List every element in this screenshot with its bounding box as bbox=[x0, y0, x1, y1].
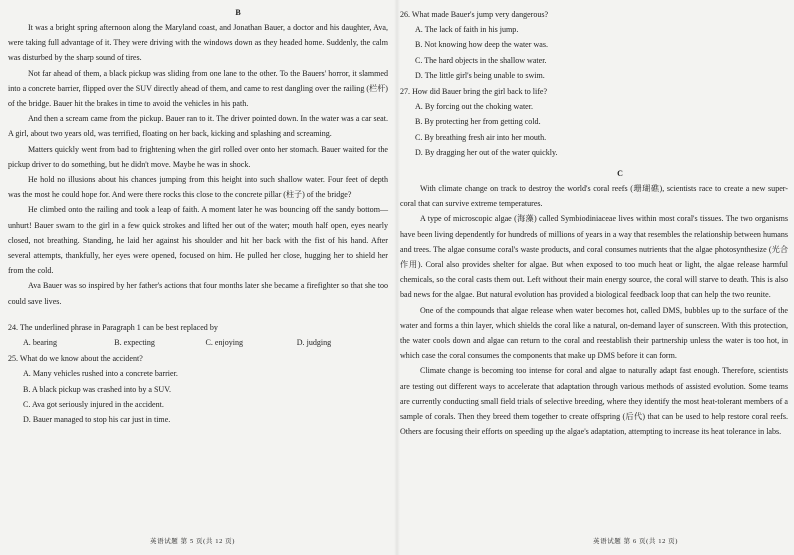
question-24 bbox=[8, 320, 388, 350]
passage-c-paragraph-2: A type of microscopic algae (海藻) called Symbiodiniaceae lives within most coral's tissues. The two organisms have been living dependently for hundreds of millions of years in a way that resembles the relationship between humans and trees. The algae consume coral's waste products, and coral consumes nutrients that the algae photosynthesize (光合作用). Coral also provides shelter for algae. But when exposed to too much heat or light, the algae release harmful chemicals, so the coral casts them out. Left without their main energy source, the coral will starve to death. This is also bad news for the algae. But natural evolution has provided a biological feedback loop that can help the two reunite. bbox=[400, 214, 788, 300]
passage-c-paragraph-3: One of the compounds that algae release when water becomes hot, called DMS, bubbles up to the surface of the water and forms a thin layer, which shields the coral like a natural, on-demand layer of sunscreen. With this protection, the water cools down and algae can return to the coral and reestablish their partnership unless the water is too hot, in which case the coral consumes the components that make up DMS before it can form. bbox=[400, 305, 788, 361]
right-page-footer: 英语试题 第 6 页(共 12 页) bbox=[593, 538, 679, 545]
question-27-option-a: A. By forcing out the choking water. bbox=[415, 102, 533, 112]
question-25-option-c: C. Ava got seriously injured in the accident. bbox=[23, 399, 164, 409]
passage-b-paragraph-1: It was a bright spring afternoon along the Maryland coast, and Jonathan Bauer, a doctor and his daughter, Ava, were taking full advantage of it. They were driving with the windows down as they headed home. Suddenly, the calm was disturbed by the sharp sound of tires. bbox=[8, 23, 388, 63]
question-24-options bbox=[8, 335, 388, 350]
passage-b-paragraph-7: Ava Bauer was so inspired by her father's actions that four months later she became a firefighter so that she too could save lives. bbox=[8, 281, 388, 306]
question-27 bbox=[400, 84, 788, 160]
question-25-option-b: B. A black pickup was crashed into by a SUV. bbox=[23, 384, 172, 394]
passage-b-paragraph-5: He hold no illusions about his chances jumping from this height into such shallow water. Four feet of depth was the most he could hope for. And were there rocks this close to the concrete pillar (柱子) of the bridge? bbox=[8, 175, 388, 200]
passage-c-paragraph-1: With climate change on track to destroy the world's coral reefs (珊瑚礁), scientists race to create a new super-coral that can survive extreme temperatures. bbox=[400, 184, 788, 209]
question-27-stem: 27. How did Bauer bring the girl back to life? bbox=[400, 87, 548, 97]
question-27-option-d: D. By dragging her out of the water quickly. bbox=[415, 147, 558, 157]
question-25-stem: 25. What do we know about the accident? bbox=[8, 354, 143, 364]
passage-b-paragraph-2: Not far ahead of them, a black pickup was sliding from one lane to the other. To the Bauers' horror, it slammed into a concrete barrier, flipped over the SUV directly ahead of them, and came to rest dangling over the railing (栏杆) of the bridge. Bauer hit the brakes in time to avoid the vehicles in his path. bbox=[8, 68, 388, 109]
question-25 bbox=[8, 351, 388, 427]
question-26-option-c: C. The hard objects in the shallow water. bbox=[415, 55, 547, 65]
question-24-option-a: A. bearing bbox=[23, 338, 57, 348]
left-page-footer: 英语试题 第 5 页(共 12 页) bbox=[150, 538, 236, 545]
question-24-option-b: B. expecting bbox=[114, 338, 155, 348]
right-page bbox=[397, 0, 794, 555]
passage-b-paragraph-6: He climbed onto the railing and took a leap of faith. A moment later he was bouncing off the sandy bottom—unhurt! Bauer swam to the girl in a few quick strokes and lifted her out of the water; mouth half open, eyes nearly closed, not breathing. Standing, he laid her against his shoulder and hit her back with the fist of his hand. After several attempts, thankfully, her eyes were opened, focused on him. He pulled her close, hugging her to shield her from the cold. bbox=[8, 205, 388, 276]
question-26-stem: 26. What made Bauer's jump very dangerous? bbox=[400, 10, 549, 19]
question-27-option-b: B. By protecting her from getting cold. bbox=[415, 117, 541, 127]
passage-b-paragraph-4: Matters quickly went from bad to frightening when the girl rolled over onto her stomach. Bauer waited for the pickup driver to do something, but he didn't move. Maybe he was in shock. bbox=[8, 144, 388, 169]
passage-b-paragraph-3: And then a scream came from the pickup. Bauer ran to it. The driver pointed down. In the water was a car seat. A girl, about two years old, was terrified, floating on her back, kicking and splashing and screaming. bbox=[8, 114, 388, 139]
section-letter-b: B bbox=[235, 8, 241, 17]
question-26 bbox=[400, 7, 788, 83]
question-26-option-b: B. Not knowing how deep the water was. bbox=[415, 40, 548, 50]
passage-c-paragraph-4: Climate change is becoming too intense for coral and algae to naturally adapt fast enough. Therefore, scientists are testing out different ways to accelerate that adaptation through various methods of assisted evolution. Some teams are currently conducting small field trials of selective breeding, where they identify the most heat-tolerant members of a sample of corals. Then they breed them together to create offspring (后代) that can be used to help restore coral reefs. Others are focusing their efforts on speeding up the algae's adaptation, attempting to increase its heat tolerance in labs. bbox=[400, 366, 788, 437]
question-27-option-c: C. By breathing fresh air into her mouth. bbox=[415, 132, 547, 142]
question-25-option-a: A. Many vehicles rushed into a concrete barrier. bbox=[23, 369, 178, 379]
question-24-stem: 24. The underlined phrase in Paragraph 1 can be best replaced by bbox=[8, 322, 218, 332]
question-26-option-d: D. The little girl's being unable to swim. bbox=[415, 70, 545, 80]
question-25-option-d: D. Bauer managed to stop his car just in time. bbox=[23, 415, 171, 425]
question-24-option-c: C. enjoying bbox=[205, 338, 244, 348]
question-26-option-a: A. The lack of faith in his jump. bbox=[415, 25, 519, 35]
question-24-option-d: D. judging bbox=[296, 338, 332, 348]
section-letter-c: C bbox=[617, 169, 623, 179]
